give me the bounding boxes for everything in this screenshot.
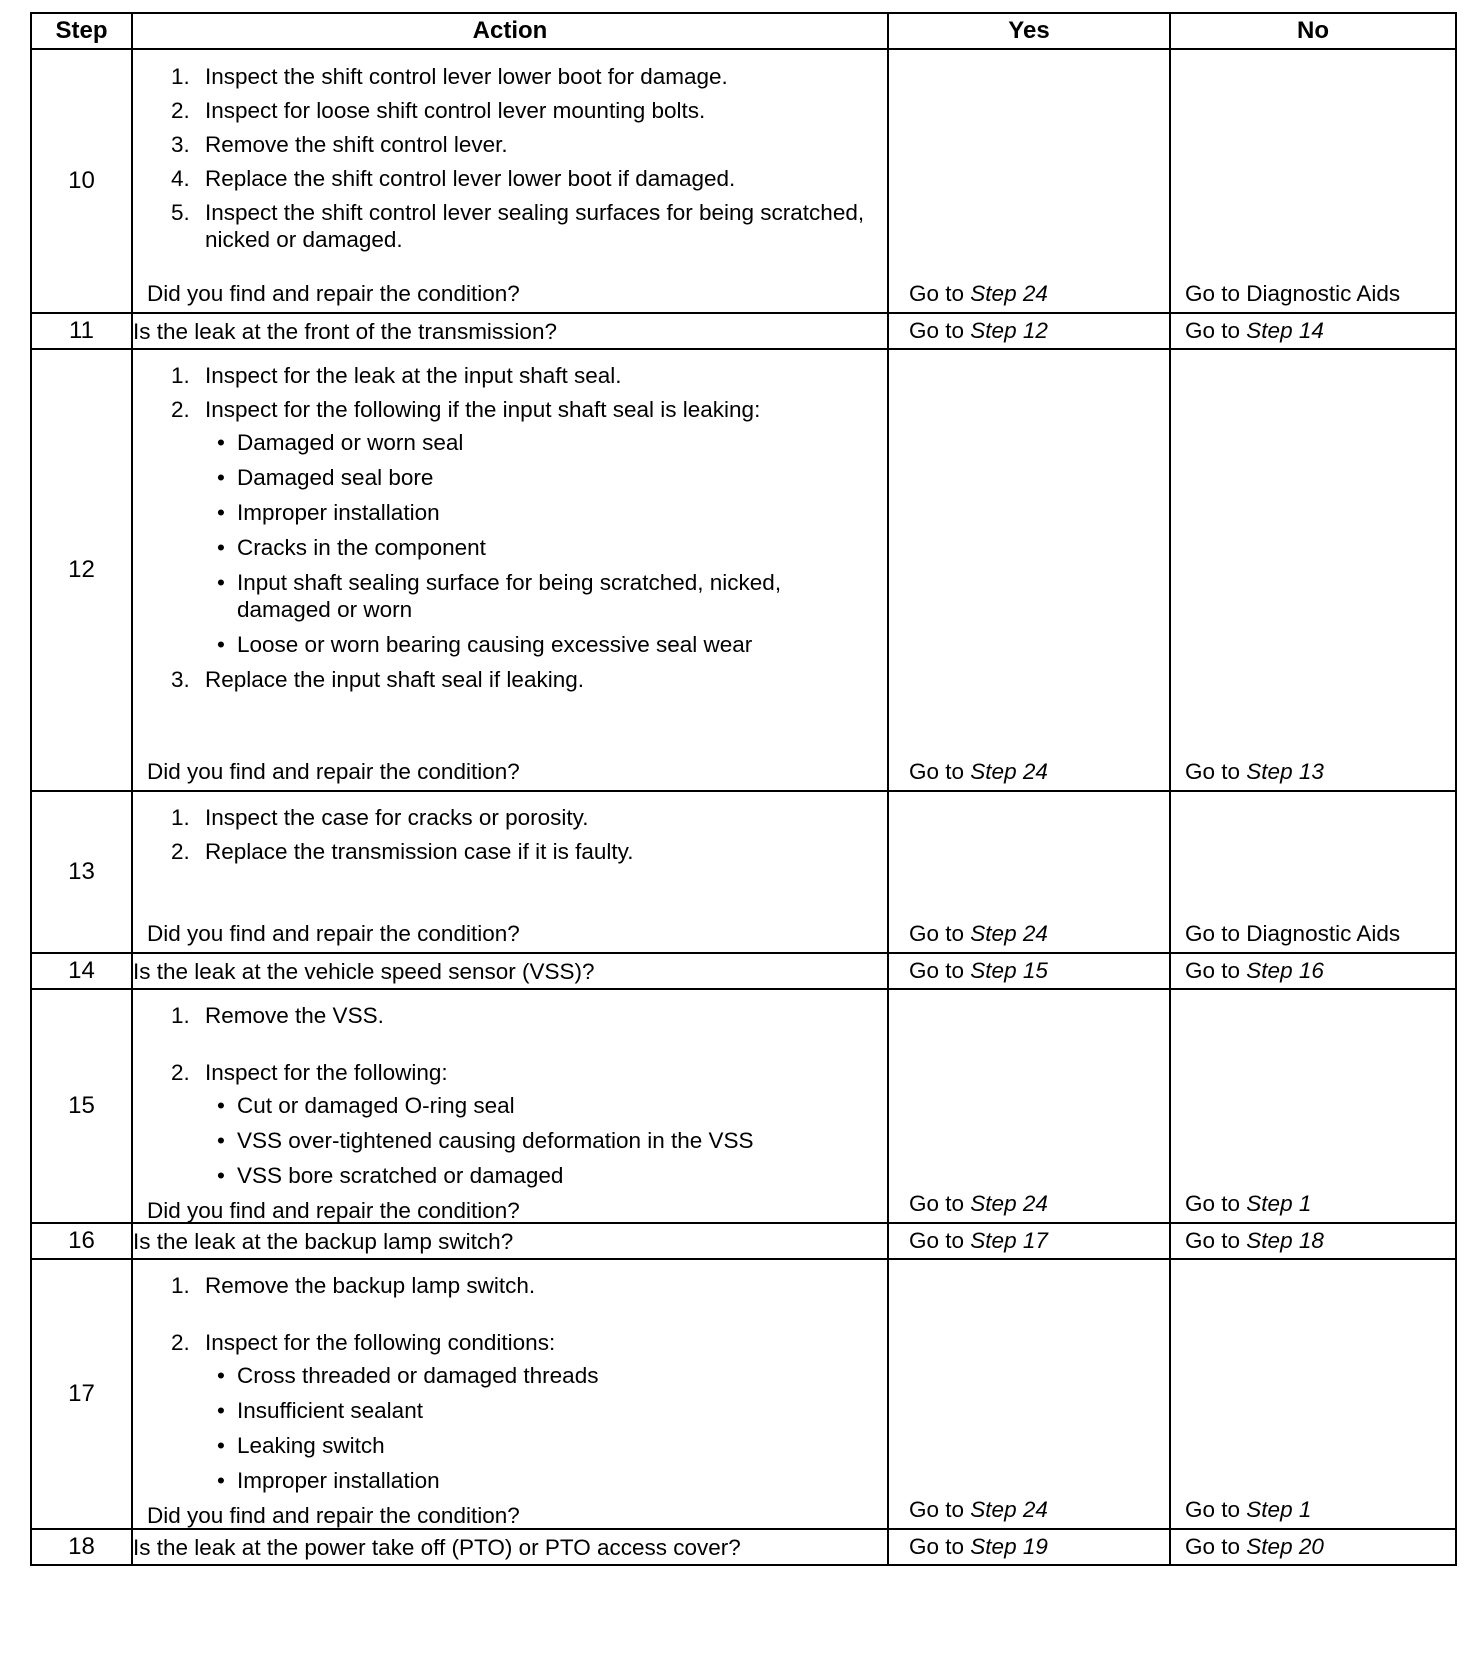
no-cell: Go to Diagnostic Aids xyxy=(1170,49,1456,313)
yes-cell: Go to Step 24 xyxy=(888,791,1170,953)
table-row xyxy=(31,313,1456,349)
question-text: Did you find and repair the condition? xyxy=(147,1198,520,1223)
header-no: No xyxy=(1170,13,1456,49)
table-row xyxy=(31,349,1456,791)
bullet-item: • Input shaft sealing surface for being scratched, nicked, damaged or worn xyxy=(217,569,873,623)
action-step: 2. Replace the transmission case if it is faulty. xyxy=(171,839,634,864)
bullet-item: • VSS over-tightened causing deformation in the VSS xyxy=(217,1127,873,1154)
diagnostic-table xyxy=(30,12,1457,1566)
step-number: 11 xyxy=(31,313,132,349)
action-step: 1. Inspect the case for cracks or porosity. xyxy=(171,805,589,830)
no-cell: Go to Step 18 xyxy=(1170,1223,1456,1259)
action-step: 5. Inspect the shift control lever sealing surfaces for being scratched, nicked or damaged. xyxy=(171,200,865,252)
action-steps xyxy=(147,804,873,872)
table-row xyxy=(31,791,1456,953)
header-row xyxy=(31,13,1456,49)
yes-cell: Go to Step 24 xyxy=(888,349,1170,791)
action-cell xyxy=(132,989,888,1223)
table-row xyxy=(31,1259,1456,1529)
step-number: 10 xyxy=(31,49,132,313)
no-cell: Go to Step 13 xyxy=(1170,349,1456,791)
question-text: Did you find and repair the condition? xyxy=(147,281,520,306)
no-cell: Go to Step 16 xyxy=(1170,953,1456,989)
step-number: 17 xyxy=(31,1259,132,1529)
question-text: Is the leak at the front of the transmission? xyxy=(132,313,888,349)
action-step: 1. Remove the backup lamp switch. xyxy=(171,1273,536,1298)
action-step: 1. Inspect for the leak at the input shaft seal. xyxy=(171,363,622,388)
question-text: Is the leak at the vehicle speed sensor (VSS)? xyxy=(132,953,888,989)
action-cell xyxy=(132,349,888,791)
header-yes: Yes xyxy=(888,13,1170,49)
action-steps xyxy=(147,362,873,700)
no-cell: Go to Step 14 xyxy=(1170,313,1456,349)
bullet-item: • Improper installation xyxy=(217,499,873,526)
step-number: 12 xyxy=(31,349,132,791)
action-step: 1. Remove the VSS. xyxy=(171,1003,384,1028)
step-number: 13 xyxy=(31,791,132,953)
question-text: Did you find and repair the condition? xyxy=(147,1503,520,1528)
bullet-item: • Cut or damaged O-ring seal xyxy=(217,1092,873,1119)
bullet-item: • Insufficient sealant xyxy=(217,1397,873,1424)
bullet-item: • Damaged or worn seal xyxy=(217,429,873,456)
bullet-item: • Improper installation xyxy=(217,1467,873,1494)
table-row xyxy=(31,49,1456,313)
bullet-item: • VSS bore scratched or damaged xyxy=(217,1162,873,1189)
question-text: Did you find and repair the condition? xyxy=(147,759,520,784)
header-step: Step xyxy=(31,13,132,49)
action-step: 2. Inspect for the following conditions: • Cross threaded or damaged threads • Insufficient sealant • Leaking switch • Improper installation xyxy=(171,1329,873,1494)
action-step: 2. Inspect for the following if the input shaft seal is leaking: • Damaged or worn seal • Damaged seal bore • Improper installation • Cracks in the component • Input shaft sealing surface for being scratched, nicked, damaged or worn • Loose or worn bearing causing excessive seal wear xyxy=(171,396,873,658)
step-number: 14 xyxy=(31,953,132,989)
yes-cell: Go to Step 19 xyxy=(888,1529,1170,1565)
action-step: 3. Replace the input shaft seal if leaking. xyxy=(171,667,584,692)
bullet-list xyxy=(205,1092,873,1189)
question-text: Did you find and repair the condition? xyxy=(147,921,520,946)
action-cell xyxy=(132,791,888,953)
yes-cell: Go to Step 24 xyxy=(888,1259,1170,1529)
action-step: 2. Inspect for the following: • Cut or damaged O-ring seal • VSS over-tightened causing deformation in the VSS • VSS bore scratched or damaged xyxy=(171,1059,873,1189)
bullet-list xyxy=(205,429,873,658)
bullet-item: • Cracks in the component xyxy=(217,534,873,561)
action-steps xyxy=(147,1272,873,1502)
table-row xyxy=(31,989,1456,1223)
no-cell: Go to Step 20 xyxy=(1170,1529,1456,1565)
bullet-item: • Cross threaded or damaged threads xyxy=(217,1362,873,1389)
no-cell: Go to Step 1 xyxy=(1170,1259,1456,1529)
action-steps xyxy=(147,63,873,260)
step-number: 16 xyxy=(31,1223,132,1259)
yes-cell: Go to Step 17 xyxy=(888,1223,1170,1259)
table-row xyxy=(31,953,1456,989)
action-step: 3. Remove the shift control lever. xyxy=(171,132,508,157)
bullet-item: • Loose or worn bearing causing excessive seal wear xyxy=(217,631,873,658)
action-step: 1. Inspect the shift control lever lower boot for damage. xyxy=(171,64,728,89)
bullet-item: • Leaking switch xyxy=(217,1432,873,1459)
yes-cell: Go to Step 24 xyxy=(888,49,1170,313)
no-cell: Go to Diagnostic Aids xyxy=(1170,791,1456,953)
action-step: 4. Replace the shift control lever lower boot if damaged. xyxy=(171,166,736,191)
yes-cell: Go to Step 15 xyxy=(888,953,1170,989)
table-row xyxy=(31,1529,1456,1565)
bullet-item: • Damaged seal bore xyxy=(217,464,873,491)
yes-cell: Go to Step 12 xyxy=(888,313,1170,349)
no-cell: Go to Step 1 xyxy=(1170,989,1456,1223)
step-number: 15 xyxy=(31,989,132,1223)
question-text: Is the leak at the backup lamp switch? xyxy=(132,1223,888,1259)
question-text: Is the leak at the power take off (PTO) or PTO access cover? xyxy=(132,1529,888,1565)
bullet-list xyxy=(205,1362,873,1494)
action-steps xyxy=(147,1002,873,1197)
step-number: 18 xyxy=(31,1529,132,1565)
action-cell xyxy=(132,49,888,313)
action-step: 2. Inspect for loose shift control lever mounting bolts. xyxy=(171,98,706,123)
yes-cell: Go to Step 24 xyxy=(888,989,1170,1223)
header-action: Action xyxy=(132,13,888,49)
action-cell xyxy=(132,1259,888,1529)
